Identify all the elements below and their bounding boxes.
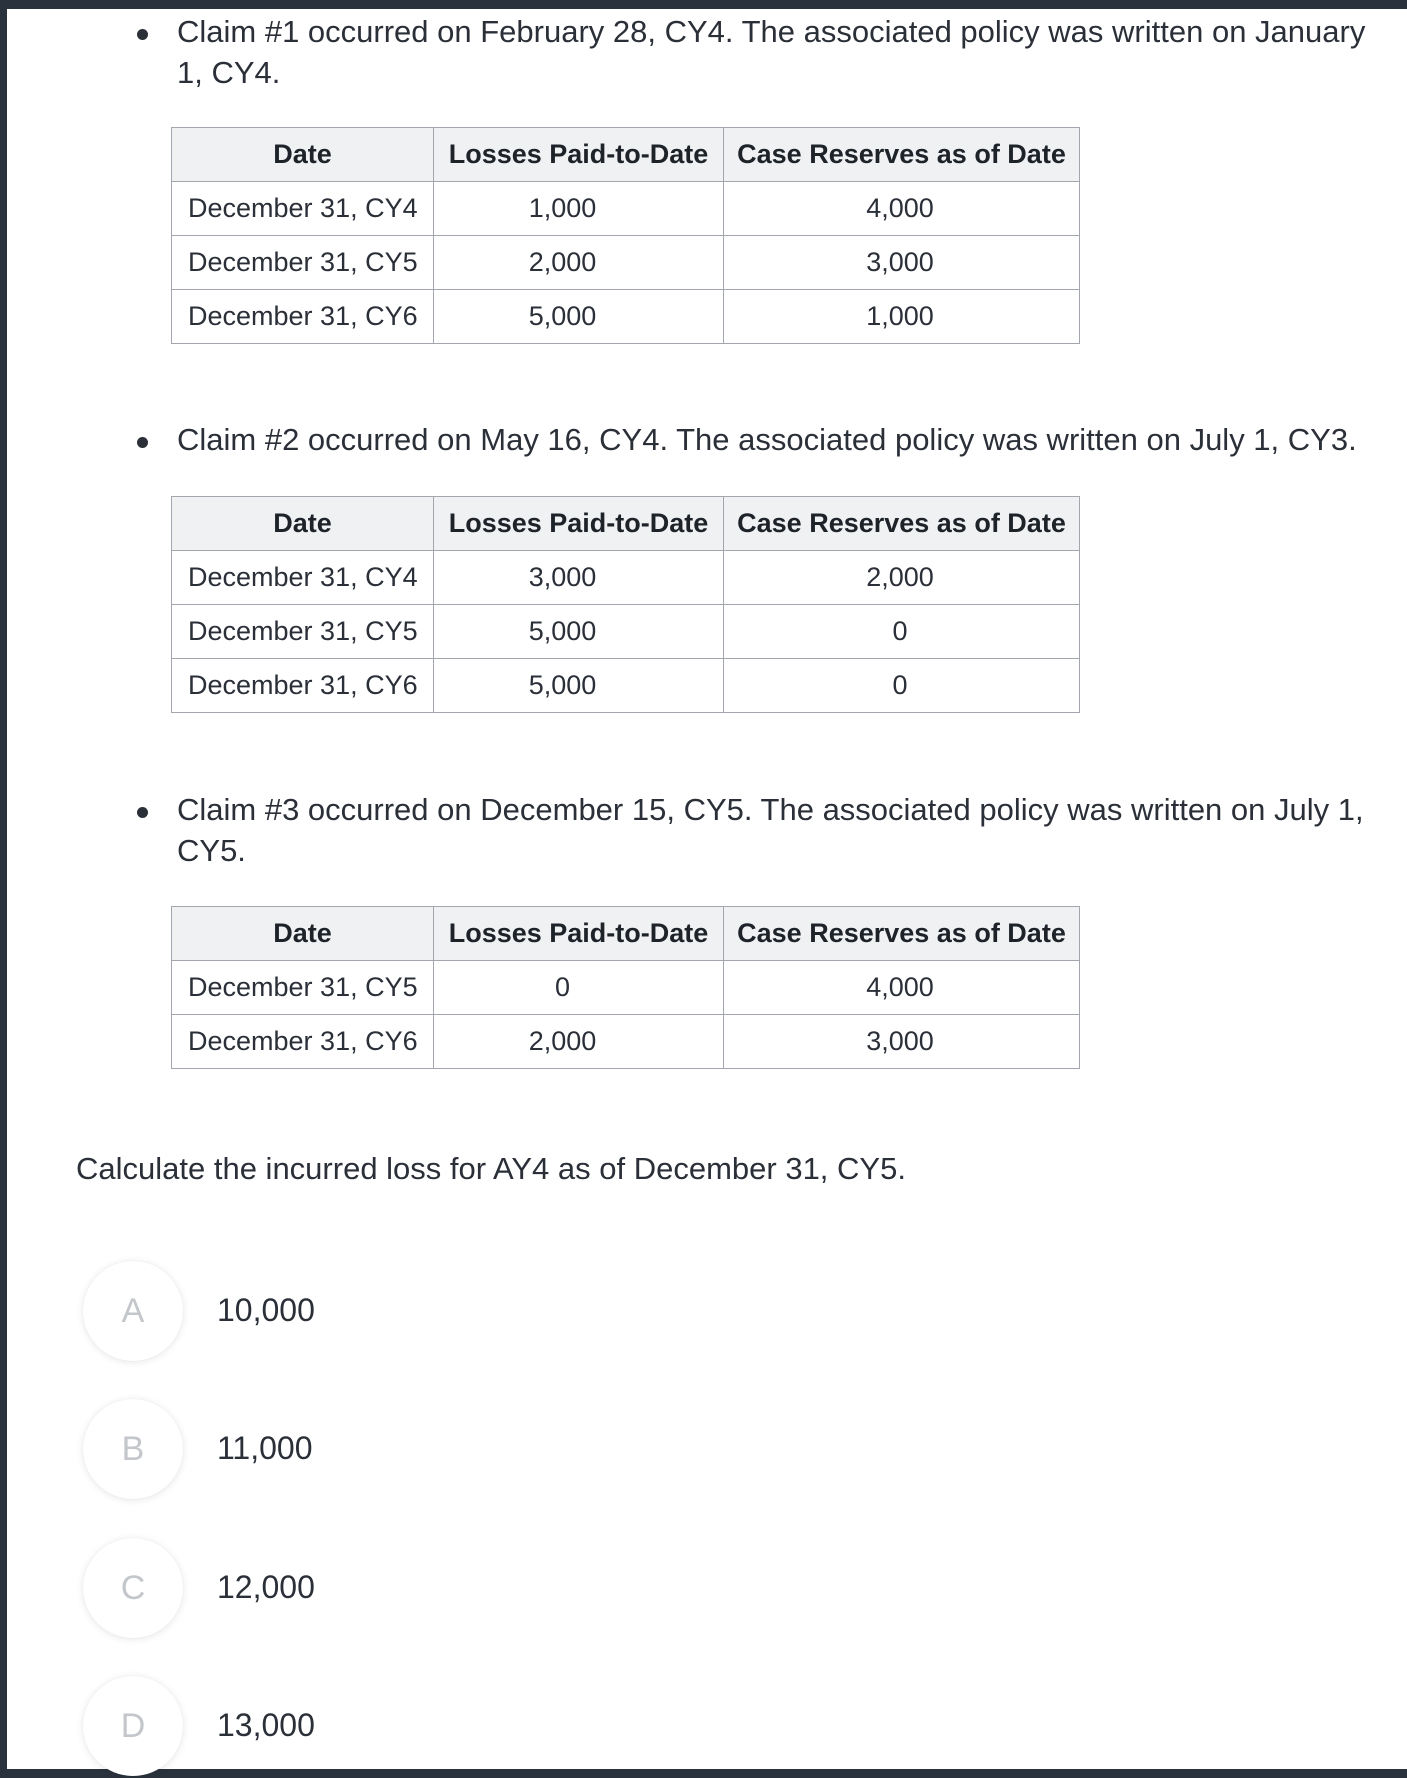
date-cell: December 31, CY5 bbox=[172, 605, 434, 659]
table-row bbox=[172, 236, 1080, 290]
question-text: Calculate the incurred loss for AY4 as of December 31, CY5. bbox=[76, 1151, 906, 1186]
date-cell: December 31, CY5 bbox=[172, 961, 434, 1015]
header-case-reserves: Case Reserves as of Date bbox=[724, 128, 1080, 182]
claim-1-description: Claim #1 occurred on February 28, CY4. The associated policy was written on January 1, CY4. bbox=[177, 14, 1366, 90]
reserve-cell: 3,000 bbox=[724, 1015, 1080, 1069]
bullet-icon bbox=[137, 437, 148, 448]
option-b[interactable] bbox=[76, 1399, 476, 1501]
option-value: 11,000 bbox=[217, 1430, 313, 1466]
paid-cell: 3,000 bbox=[434, 551, 724, 605]
table-row bbox=[172, 551, 1080, 605]
claim-3-table bbox=[171, 906, 1080, 1069]
table-header-row bbox=[172, 128, 1080, 182]
reserve-cell: 1,000 bbox=[724, 290, 1080, 344]
table-header-row bbox=[172, 907, 1080, 961]
paid-cell: 5,000 bbox=[434, 605, 724, 659]
date-cell: December 31, CY4 bbox=[172, 551, 434, 605]
table-row bbox=[172, 961, 1080, 1015]
reserve-cell: 2,000 bbox=[724, 551, 1080, 605]
claim-1-table bbox=[171, 127, 1080, 344]
date-cell: December 31, CY4 bbox=[172, 182, 434, 236]
date-cell: December 31, CY6 bbox=[172, 290, 434, 344]
option-letter-circle[interactable]: A bbox=[83, 1261, 183, 1361]
option-value: 13,000 bbox=[217, 1707, 315, 1743]
paid-cell: 1,000 bbox=[434, 182, 724, 236]
claim-2-description: Claim #2 occurred on May 16, CY4. The associated policy was written on July 1, CY3. bbox=[177, 422, 1357, 457]
header-losses-paid: Losses Paid-to-Date bbox=[434, 497, 724, 551]
paid-cell: 5,000 bbox=[434, 290, 724, 344]
reserve-cell: 0 bbox=[724, 605, 1080, 659]
reserve-cell: 4,000 bbox=[724, 182, 1080, 236]
table-row bbox=[172, 605, 1080, 659]
header-case-reserves: Case Reserves as of Date bbox=[724, 907, 1080, 961]
header-date: Date bbox=[172, 907, 434, 961]
date-cell: December 31, CY6 bbox=[172, 659, 434, 713]
table-header-row bbox=[172, 497, 1080, 551]
option-d[interactable] bbox=[76, 1676, 476, 1778]
header-date: Date bbox=[172, 128, 434, 182]
table-row bbox=[172, 1015, 1080, 1069]
claim-3-description: Claim #3 occurred on December 15, CY5. The associated policy was written on July 1, CY5. bbox=[177, 792, 1364, 868]
reserve-cell: 4,000 bbox=[724, 961, 1080, 1015]
option-letter-circle[interactable]: D bbox=[83, 1676, 183, 1776]
table-row bbox=[172, 182, 1080, 236]
table-row bbox=[172, 659, 1080, 713]
header-case-reserves: Case Reserves as of Date bbox=[724, 497, 1080, 551]
table-row bbox=[172, 290, 1080, 344]
paid-cell: 0 bbox=[434, 961, 724, 1015]
option-value: 12,000 bbox=[217, 1569, 315, 1605]
claim-2-table bbox=[171, 496, 1080, 713]
reserve-cell: 0 bbox=[724, 659, 1080, 713]
option-a[interactable] bbox=[76, 1261, 476, 1363]
option-letter-circle[interactable]: C bbox=[83, 1538, 183, 1638]
bullet-icon bbox=[137, 807, 148, 818]
option-value: 10,000 bbox=[217, 1292, 315, 1328]
header-date: Date bbox=[172, 497, 434, 551]
option-letter-circle[interactable]: B bbox=[83, 1399, 183, 1499]
option-c[interactable] bbox=[76, 1538, 476, 1640]
reserve-cell: 3,000 bbox=[724, 236, 1080, 290]
question-page bbox=[7, 9, 1407, 1769]
header-losses-paid: Losses Paid-to-Date bbox=[434, 907, 724, 961]
paid-cell: 2,000 bbox=[434, 1015, 724, 1069]
paid-cell: 5,000 bbox=[434, 659, 724, 713]
bullet-icon bbox=[137, 29, 148, 40]
header-losses-paid: Losses Paid-to-Date bbox=[434, 128, 724, 182]
date-cell: December 31, CY5 bbox=[172, 236, 434, 290]
paid-cell: 2,000 bbox=[434, 236, 724, 290]
date-cell: December 31, CY6 bbox=[172, 1015, 434, 1069]
